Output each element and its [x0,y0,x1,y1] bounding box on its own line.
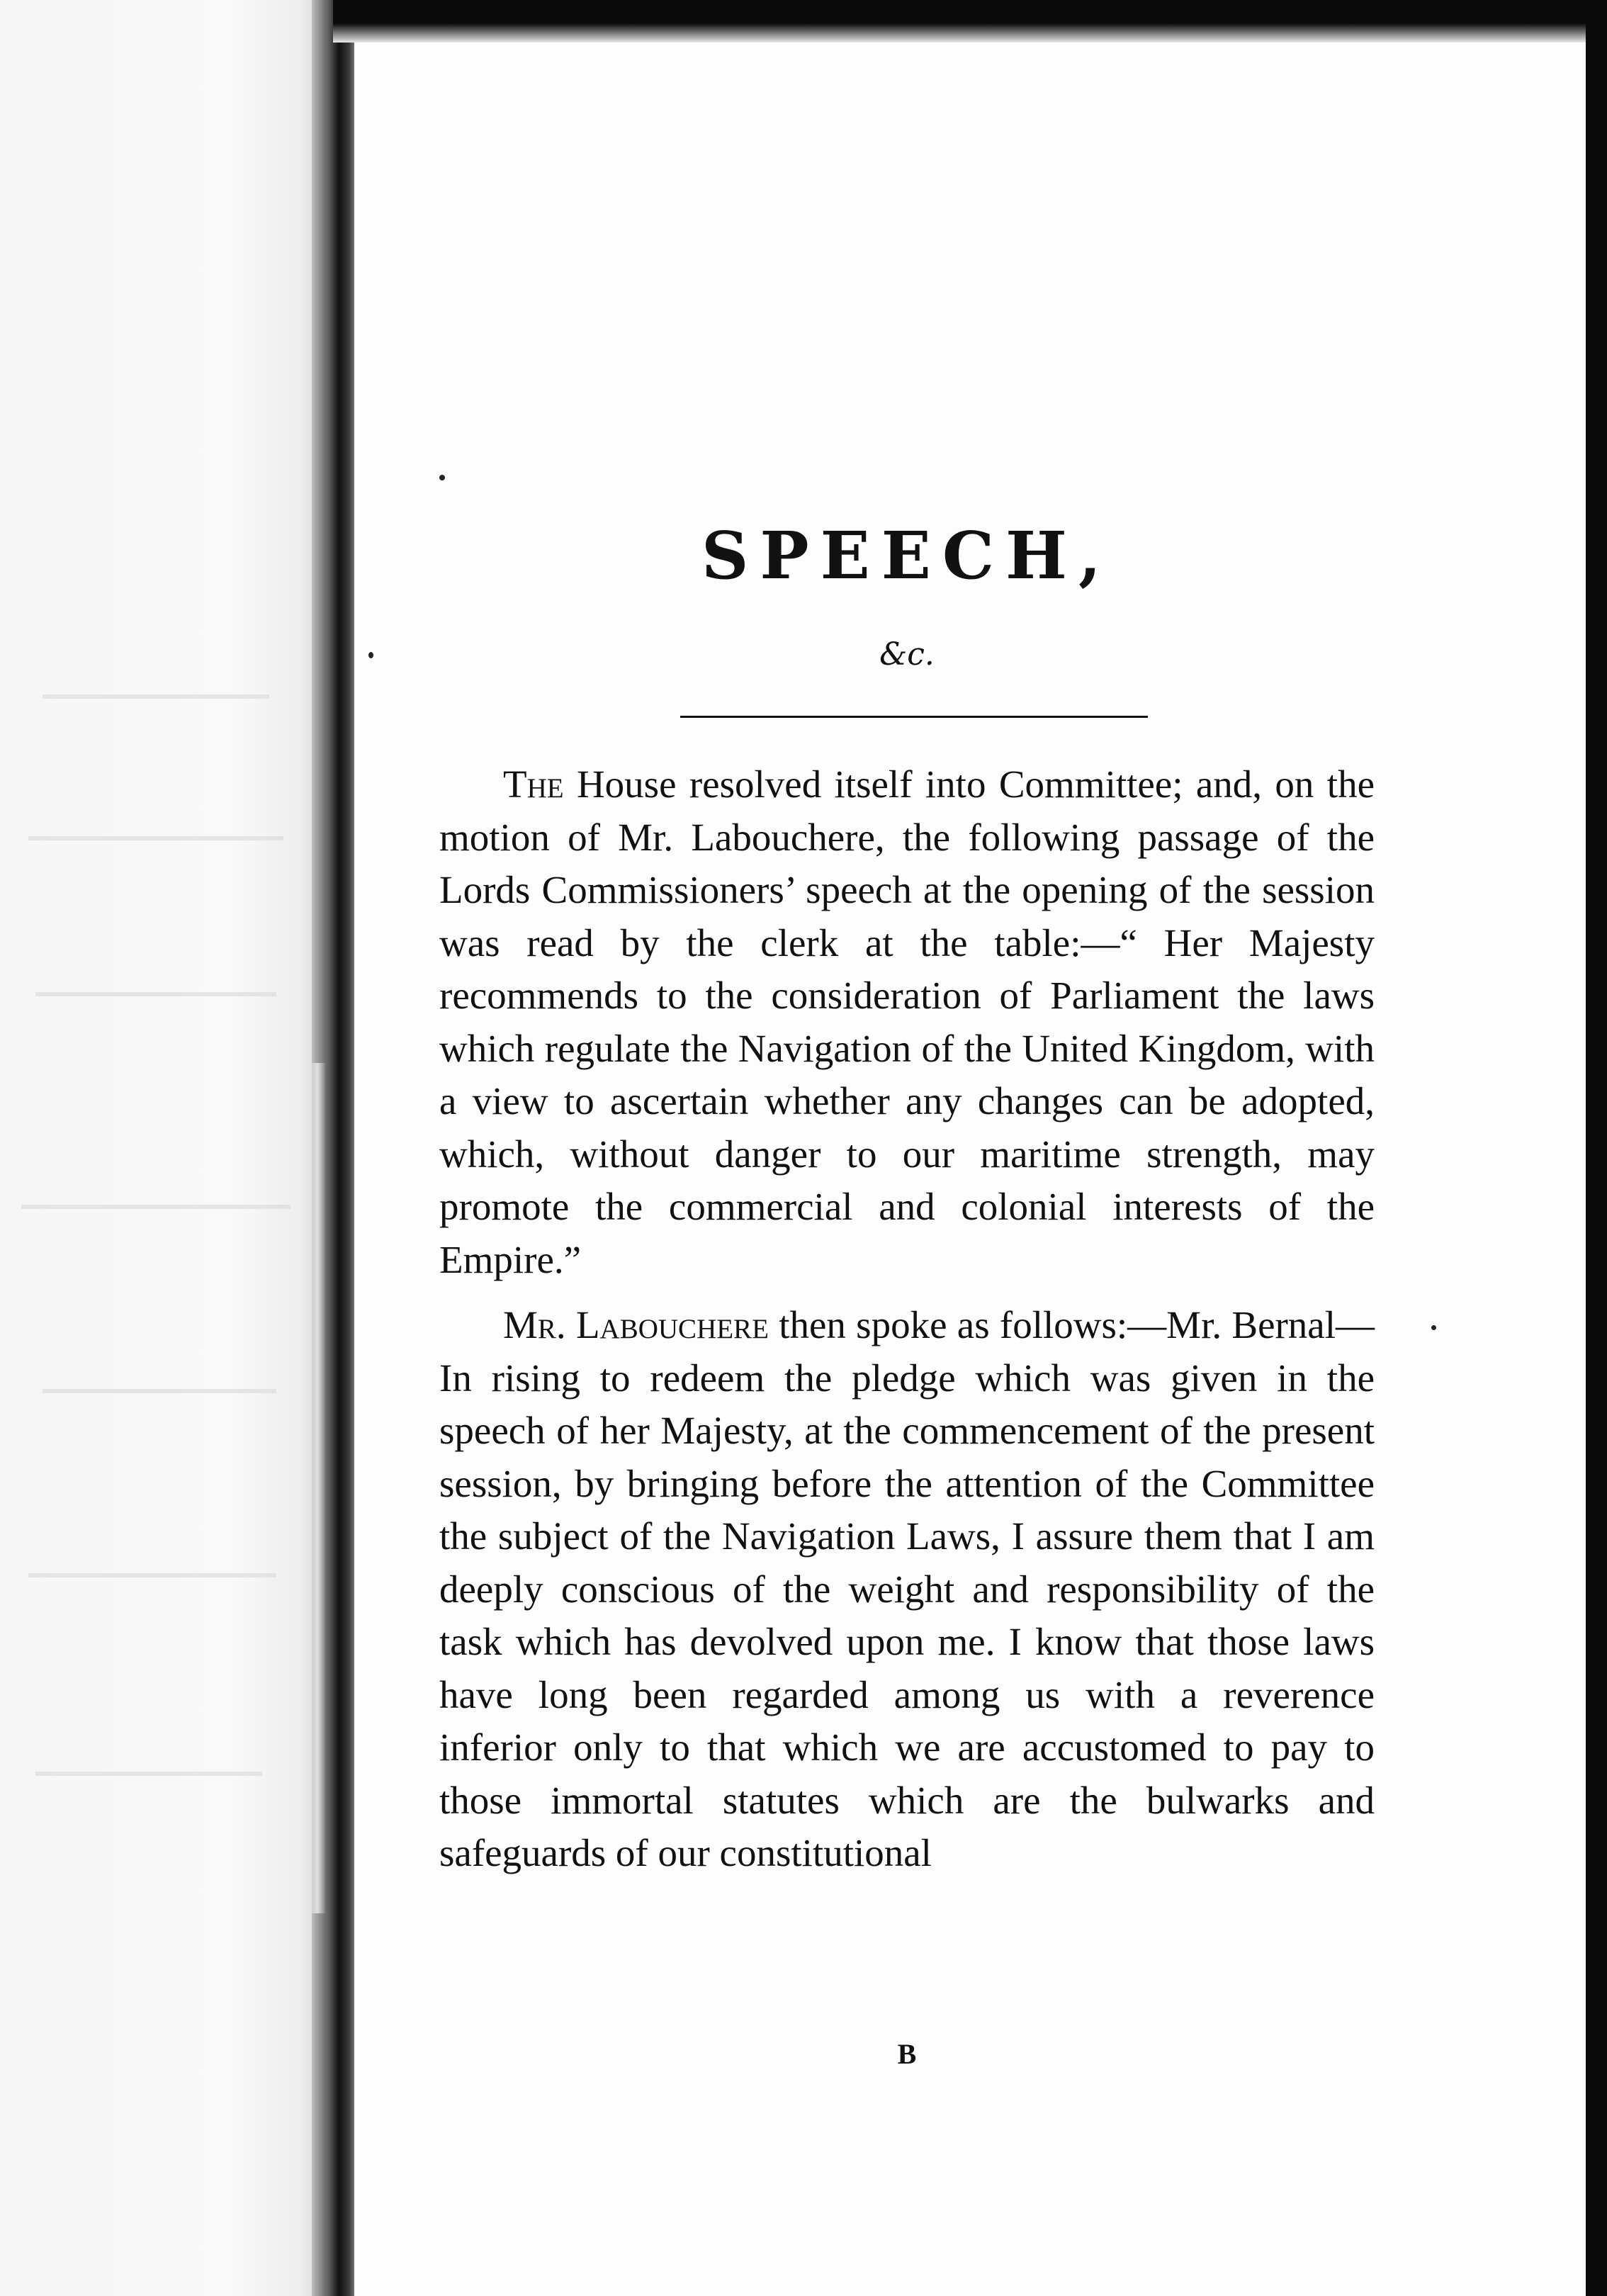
bleed-through-mark [43,694,269,699]
bleed-through-mark [28,1573,276,1577]
ink-speck [368,652,373,658]
ink-speck [439,475,445,480]
paragraph [439,758,1375,1286]
book-page [354,43,1586,2296]
title-rule [680,716,1148,718]
page-subtitle: &c. [879,636,935,673]
bleed-through-mark [35,992,276,996]
signature-mark: B [897,2038,917,2070]
gutter-highlight [305,1063,326,1913]
bleed-through-mark [21,1205,291,1209]
ink-speck [1431,1325,1436,1330]
bleed-through-mark [28,836,283,840]
body-text [439,758,1375,1880]
facing-page [0,0,333,2296]
right-scan-border [1586,0,1607,2296]
paragraph [439,1299,1375,1880]
paragraph-text: House resolved itself into Committee; and, on the motion of Mr. Labouchere, the following passage of the Lords Commissioners’ speech at the opening of the session was read by the clerk at the table:—“ Her Majesty recommends to the consideration of Parliament the laws which regulate the Navigation of the United Kingdom, with a view to ascertain whether any changes can be adopted, which, without danger to our maritime strength, may promote the commercial and colonial interests of the Empire.” [439,762,1375,1281]
page-title: SPEECH, [701,517,1113,594]
bleed-through-mark [35,1772,262,1776]
paragraph-lead: The [503,762,564,806]
bleed-through-mark [43,1389,276,1393]
top-scan-border [333,0,1607,43]
paragraph-lead: Mr. Labouchere [503,1303,769,1346]
paragraph-text: then spoke as follows:—Mr. Bernal—In rising to redeem the pledge which was given in the speech of her Majesty, at the commencement of the present session, by bringing before the attention of the Committee the subject of the Navigation Laws, I assure them that I am deeply conscious of the weight and responsibility of the task which has devolved upon me. I know that those laws have long been regarded among us with a reverence inferior only to that which we are accustomed to pay to those immortal statutes which are the bulwarks and safeguards of our constitutional [439,1303,1375,1874]
